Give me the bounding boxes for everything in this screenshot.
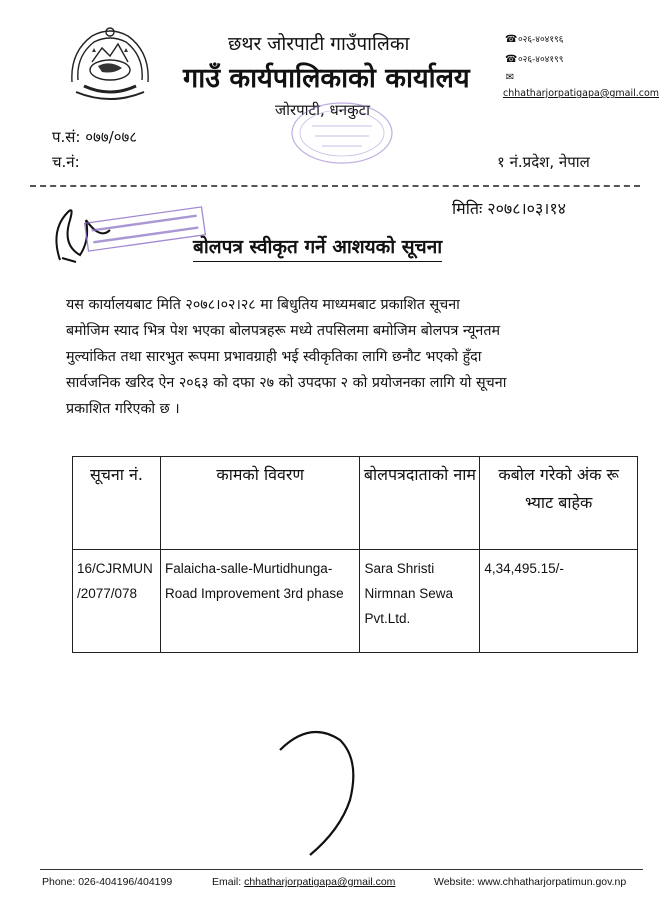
footer-email-label: Email: bbox=[212, 876, 245, 888]
footer-separator bbox=[40, 869, 643, 870]
org-name: छथर जोरपाटी गाउँपालिका bbox=[228, 33, 410, 55]
nepal-emblem-icon bbox=[62, 22, 158, 106]
signature-scribble bbox=[270, 720, 370, 860]
reference-number: प.सं: ०७७/०७८ bbox=[52, 128, 138, 146]
footer-website[interactable]: Website: www.chhatharjorpatimun.gov.np bbox=[434, 876, 627, 888]
notice-date: मितिः २०७८।०३।१४ bbox=[452, 199, 566, 218]
email-icon: ✉ bbox=[505, 72, 515, 83]
telephone-icon: ☎ bbox=[505, 54, 518, 65]
office-address: जोरपाटी, धनकुटा bbox=[275, 101, 371, 119]
contact-email-icon-row bbox=[505, 72, 518, 83]
notice-body bbox=[66, 292, 600, 422]
table-row bbox=[73, 550, 638, 653]
cell-notice-no: 16/CJRMUN /2077/078 bbox=[73, 550, 161, 653]
cell-description: Falaicha-salle-Murtidhunga-Road Improvement 3rd phase bbox=[160, 550, 359, 653]
header-amount: कबोल गरेको अंक रू भ्याट बाहेक bbox=[480, 457, 638, 550]
header-email[interactable]: chhatharjorpatigapa@gmail.com bbox=[503, 88, 659, 99]
cell-amount: 4,34,495.15/- bbox=[480, 550, 638, 653]
footer-phone: Phone: 026-404196/404199 bbox=[42, 876, 173, 888]
office-name: गाउँ कार्यपालिकाको कार्यालय bbox=[183, 63, 470, 94]
body-line: यस कार्यालयबाट मिति २०७८।०२।२८ मा बिधुतिय माध्यमबाट प्रकाशित सूचना bbox=[66, 297, 460, 313]
contact-phone-2: ☎०२६-४०४१९९ bbox=[505, 54, 564, 65]
header-separator bbox=[30, 185, 640, 187]
header-bidder: बोलपत्रदाताको नाम bbox=[360, 457, 480, 550]
dispatch-number: च.नं: bbox=[52, 153, 80, 171]
header-description: कामको विवरण bbox=[160, 457, 359, 550]
body-line: प्रकाशित गरिएको छ । bbox=[66, 401, 180, 417]
contact-phone-1: ☎०२६-४०४१९६ bbox=[505, 34, 564, 45]
notice-title: बोलपत्र स्वीकृत गर्ने आशयको सूचना bbox=[193, 233, 442, 262]
header-notice-no: सूचना नं. bbox=[73, 457, 161, 550]
bid-table bbox=[72, 456, 638, 653]
province-label: १ नं.प्रदेश, नेपाल bbox=[497, 153, 590, 171]
telephone-icon: ☎ bbox=[505, 34, 518, 45]
office-round-stamp bbox=[287, 98, 397, 168]
body-line: बमोजिम स्याद भित्र पेश भएका बोलपत्रहरू मध्ये तपसिलमा बमोजिम बोलपत्र न्यूनतम bbox=[66, 323, 501, 339]
table-header-row bbox=[73, 457, 638, 550]
cell-bidder: Sara Shristi Nirmnan Sewa Pvt.Ltd. bbox=[360, 550, 480, 653]
body-line: मुल्यांकित तथा सारभुत रूपमा प्रभावग्राही भई स्वीकृतिका लागि छनौट भएको हुँदा bbox=[66, 349, 482, 365]
footer-email-link[interactable]: chhatharjorpatigapa@gmail.com bbox=[244, 876, 396, 888]
footer-email bbox=[212, 876, 395, 888]
officer-stamp bbox=[80, 205, 210, 253]
body-line: सार्वजनिक खरिद ऐन २०६३ को दफा २७ को उपदफा २ को प्रयोजनका लागि यो सूचना bbox=[66, 375, 507, 391]
